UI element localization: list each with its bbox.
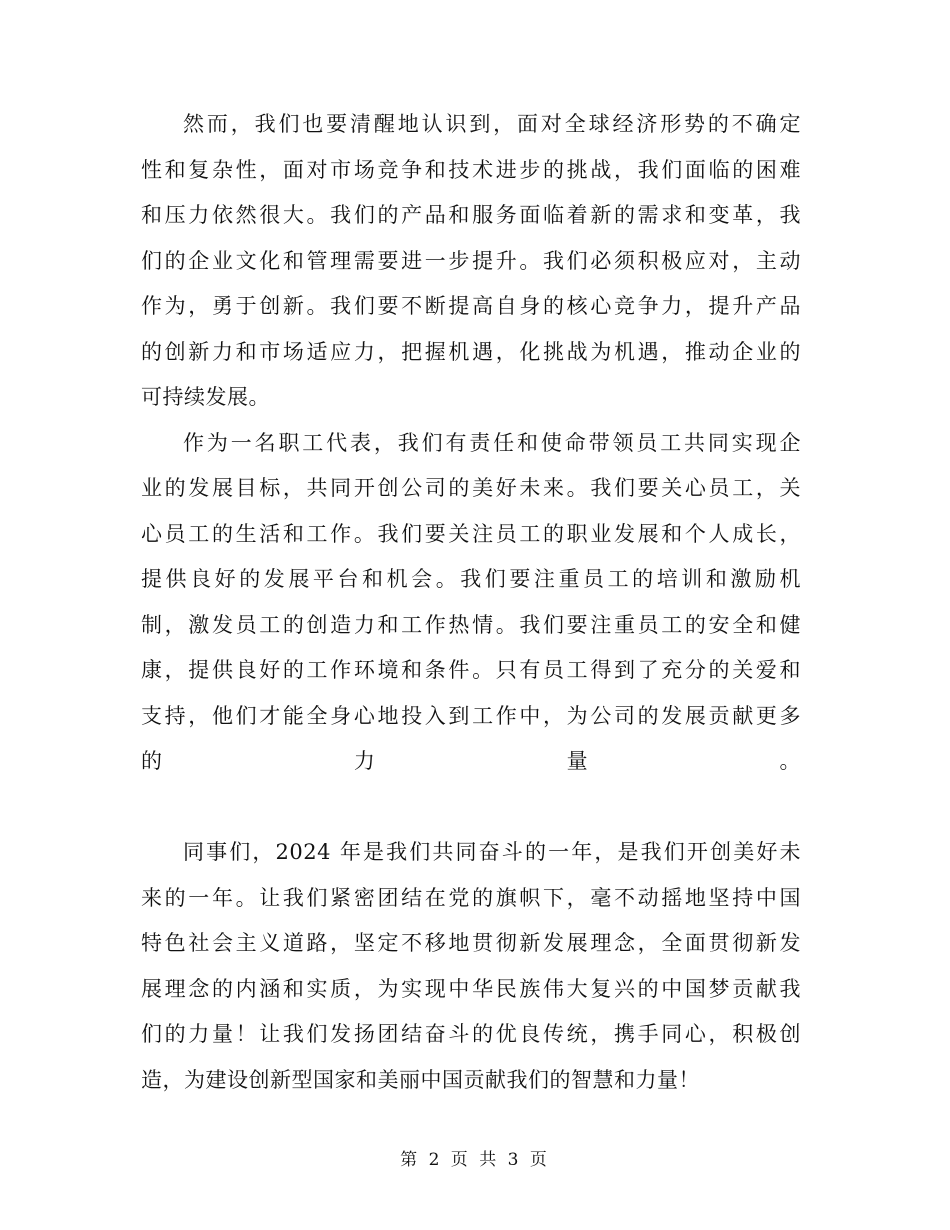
paragraph-line: 可持续发展。 <box>141 385 270 409</box>
paragraph-line: 业的发展目标，共同开创公司的美好未来。我们要关心员工，关 <box>141 476 801 500</box>
page-number-footer: 第 2 页 共 3 页 <box>400 1150 550 1170</box>
paragraph-line: 特色社会主义道路，坚定不移地贯彻新发展理念，全面贯彻新发 <box>141 931 801 955</box>
paragraph-line: 作为一名职工代表，我们有责任和使命带领员工共同实现企 <box>183 430 801 455</box>
paragraph-line: 和压力依然很大。我们的产品和服务面临着新的需求和变革，我 <box>141 203 801 227</box>
paragraph-line: 心员工的生活和工作。我们要关注员工的职业发展和个人成长， <box>141 521 801 546</box>
paragraph-line: 们的力量！让我们发扬团结奋斗的优良传统，携手同心，积极创 <box>141 1022 801 1046</box>
paragraph-line: 性和复杂性，面对市场竞争和技术进步的挑战，我们面临的困难 <box>141 157 801 182</box>
paragraph-1 <box>141 102 801 421</box>
paragraph-line: 作为，勇于创新。我们要不断提高自身的核心竞争力，提升产品 <box>141 294 801 318</box>
paragraph-line: 然而，我们也要清醒地认识到，面对全球经济形势的不确定 <box>183 112 801 136</box>
paragraph-line: 康，提供良好的工作环境和条件。只有员工得到了充分的关爱和 <box>141 658 801 682</box>
paragraph-line: 同事们，2024 年是我们共同奋斗的一年，是我们开创美好未 <box>183 840 801 864</box>
paragraph-line: 们的企业文化和管理需要进一步提升。我们必须积极应对，主动 <box>141 248 801 273</box>
paragraph-line: 支持，他们才能全身心地投入到工作中，为公司的发展贡献更多 <box>141 703 801 728</box>
paragraph-line: 提供良好的发展平台和机会。我们要注重员工的培训和激励机 <box>141 567 801 591</box>
paragraph-3 <box>141 830 801 1103</box>
paragraph-line: 造，为建设创新型国家和美丽中国贡献我们的智慧和力量！ <box>141 1067 700 1092</box>
paragraph-line: 的创新力和市场适应力，把握机遇，化挑战为机遇，推动企业的 <box>141 339 801 364</box>
paragraph-line: 来的一年。让我们紧密团结在党的旗帜下，毫不动摇地坚持中国 <box>141 885 801 910</box>
paragraph-line: 的力量。 <box>141 749 801 773</box>
paragraph-line <box>141 785 801 831</box>
document-body <box>141 102 801 1103</box>
paragraph-line: 展理念的内涵和实质，为实现中华民族伟大复兴的中国梦贡献我 <box>141 976 801 1001</box>
paragraph-2 <box>141 421 801 831</box>
paragraph-line: 制，激发员工的创造力和工作热情。我们要注重员工的安全和健 <box>141 612 801 637</box>
